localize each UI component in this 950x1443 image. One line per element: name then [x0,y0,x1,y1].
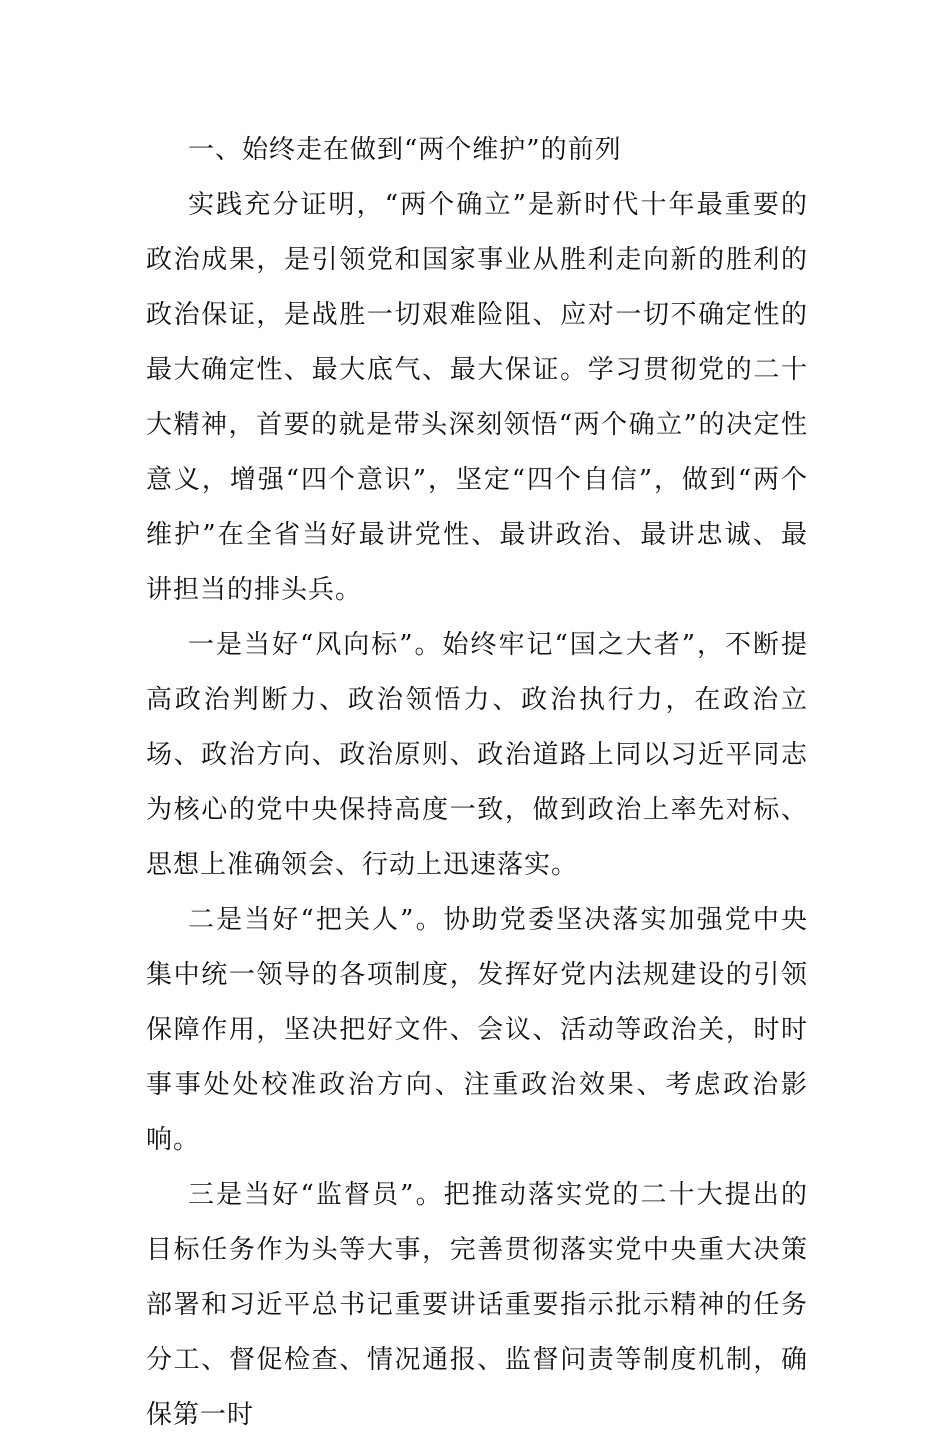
paragraph: 一是当好“风向标”。始终牢记“国之大者”，不断提高政治判断力、政治领悟力、政治执行力，在政治立场、政治方向、政治原则、政治道路上同以习近平同志为核心的党中央保持高度一致，做到政治上率先对标、思想上准确领会、行动上迅速落实。 [146,630,808,880]
paragraph: 三是当好“监督员”。把推动落实党的二十大提出的目标任务作为头等大事，完善贯彻落实党中央重大决策部署和习近平总书记重要讲话重要指示批示精神的任务分工、督促检查、情况通报、监督问责等制度机制，确保第一时 [146,1180,808,1430]
section-heading: 一、始终走在做到“两个维护”的前列 [188,135,622,165]
document-body [146,123,808,1443]
paragraph: 实践充分证明，“两个确立”是新时代十年最重要的政治成果，是引领党和国家事业从胜利走向新的胜利的政治保证，是战胜一切艰难险阻、应对一切不确定性的最大确定性、最大底气、最大保证。学习贯彻党的二十大精神，首要的就是带头深刻领悟“两个确立”的决定性意义，增强“四个意识”，坚定“四个自信”，做到“两个维护”在全省当好最讲党性、最讲政治、最讲忠诚、最讲担当的排头兵。 [146,190,808,605]
paragraph: 二是当好“把关人”。协助党委坚决落实加强党中央集中统一领导的各项制度，发挥好党内法规建设的引领保障作用，坚决把好文件、会议、活动等政治关，时时事事处处校准政治方向、注重政治效果、考虑政治影响。 [146,905,808,1155]
